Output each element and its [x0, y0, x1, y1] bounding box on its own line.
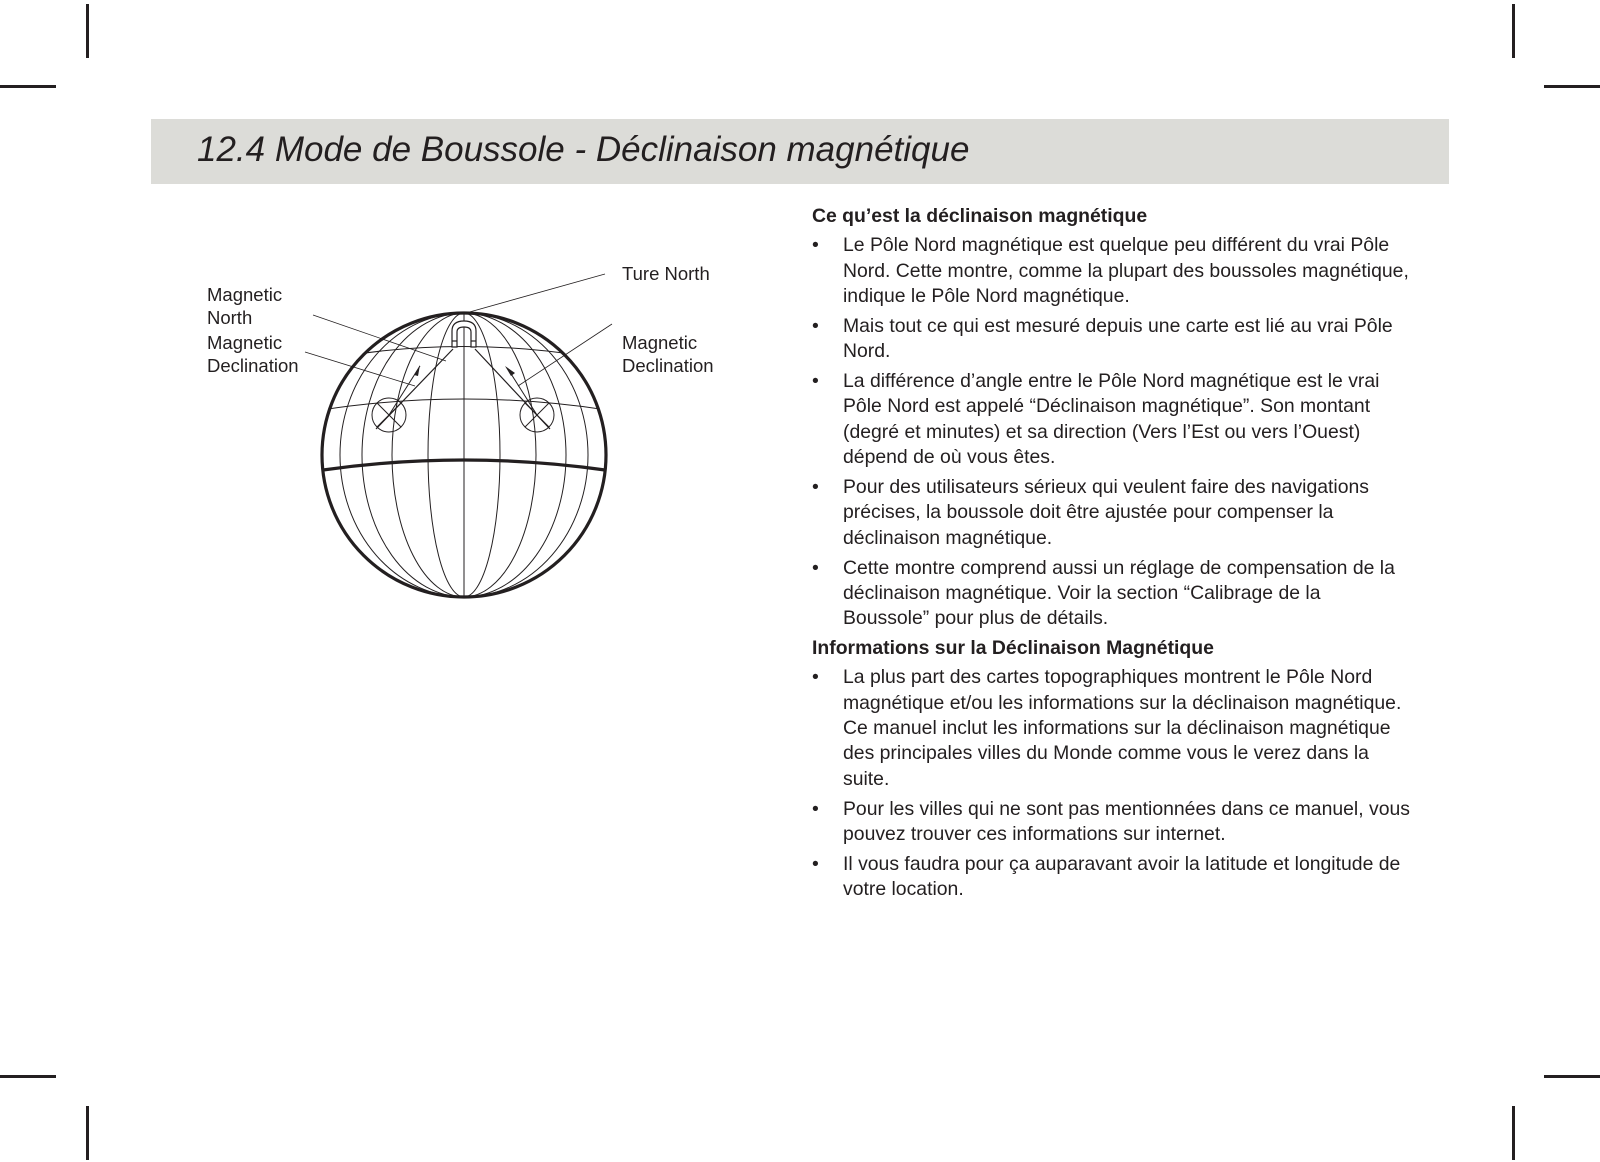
bullet-mark: •	[812, 666, 819, 689]
crop-mark-top-left-horizontal	[0, 85, 56, 88]
leader-true-north	[466, 274, 605, 313]
right-arrowhead	[505, 366, 515, 376]
list-item	[812, 475, 1412, 551]
bullet-mark: •	[812, 556, 819, 579]
list-item	[812, 369, 1412, 470]
list-item-text: Le Pôle Nord magnétique est quelque peu différent du vrai Pôle Nord. Cette montre, comme la plupart des boussoles magnétique, indique le Pôle Nord magnétique.	[843, 234, 1409, 307]
bullet-list-what-is-declination	[812, 233, 1412, 631]
leader-magnetic-north	[313, 315, 446, 361]
crop-mark-bottom-right-horizontal	[1544, 1075, 1600, 1078]
crop-mark-top-right-vertical	[1512, 4, 1515, 58]
list-item	[812, 314, 1412, 365]
list-item	[812, 556, 1412, 632]
crop-mark-bottom-right-vertical	[1512, 1106, 1515, 1160]
crop-mark-top-left-vertical	[86, 4, 89, 58]
section-heading-declination-info: Informations sur la Déclinaison Magnétique	[812, 637, 1214, 660]
bullet-mark: •	[812, 797, 819, 820]
list-item-text: La différence d’angle entre le Pôle Nord magnétique est le vrai Pôle Nord est appelé “Déclinaison magnétique”. Son montant (degré et minutes) et sa direction (Vers l’Est ou vers l’Ouest) dépend de où vous êtes.	[843, 370, 1380, 469]
bullet-mark: •	[812, 370, 819, 393]
list-item-text: Pour des utilisateurs sérieux qui veulent faire des navigations précises, la boussole doit être ajustée pour compenser la déclinaison magnétique.	[843, 476, 1369, 549]
text-column	[812, 204, 1412, 907]
section-header-band	[151, 119, 1449, 184]
bullet-mark: •	[812, 234, 819, 257]
bullet-mark: •	[812, 476, 819, 499]
list-item-text: Il vous faudra pour ça auparavant avoir la latitude et longitude de votre location.	[843, 852, 1401, 901]
declination-diagram	[195, 255, 735, 615]
section-heading-what-is-declination: Ce qu’est la déclinaison magnétique	[812, 205, 1148, 227]
right-magnetic-north-arrow	[475, 349, 550, 429]
label-magnetic-north: Magnetic North	[207, 284, 283, 328]
list-item	[812, 797, 1412, 848]
label-true-north: Ture North	[622, 263, 710, 284]
page-title: 12.4 Mode de Boussole - Déclinaison magnétique	[197, 130, 970, 169]
list-item-text: Pour les villes qui ne sont pas mentionnées dans ce manuel, vous pouvez trouver ces informations sur internet.	[843, 797, 1410, 845]
bullet-list-declination-info	[812, 665, 1412, 902]
crop-mark-bottom-left-horizontal	[0, 1075, 56, 1078]
crop-mark-bottom-left-vertical	[86, 1106, 89, 1160]
label-magnetic-declination-right: Magnetic Declination	[622, 332, 714, 376]
label-magnetic-declination-left: Magnetic Declination	[207, 332, 299, 376]
list-item	[812, 852, 1412, 903]
list-item	[812, 665, 1412, 791]
leader-magnetic-declination-right	[518, 324, 612, 386]
crop-mark-top-right-horizontal	[1544, 85, 1600, 88]
list-item-text: Cette montre comprend aussi un réglage de compensation de la déclinaison magnétique. Voir la section “Calibrage de la Boussole” pour plus de détails.	[843, 556, 1395, 630]
bullet-mark: •	[812, 852, 819, 875]
left-arrowhead	[414, 365, 420, 376]
bullet-mark: •	[812, 314, 819, 337]
list-item	[812, 233, 1412, 309]
list-item-text: Mais tout ce qui est mesuré depuis une carte est lié au vrai Pôle Nord.	[843, 314, 1393, 363]
list-item-text: La plus part des cartes topographiques montrent le Pôle Nord magnétique et/ou les informations sur la déclinaison magnétique. Ce manuel inclut les informations sur la déclinaison magnétique des principales villes du Monde comme vous le verez dans la suite.	[843, 666, 1402, 790]
